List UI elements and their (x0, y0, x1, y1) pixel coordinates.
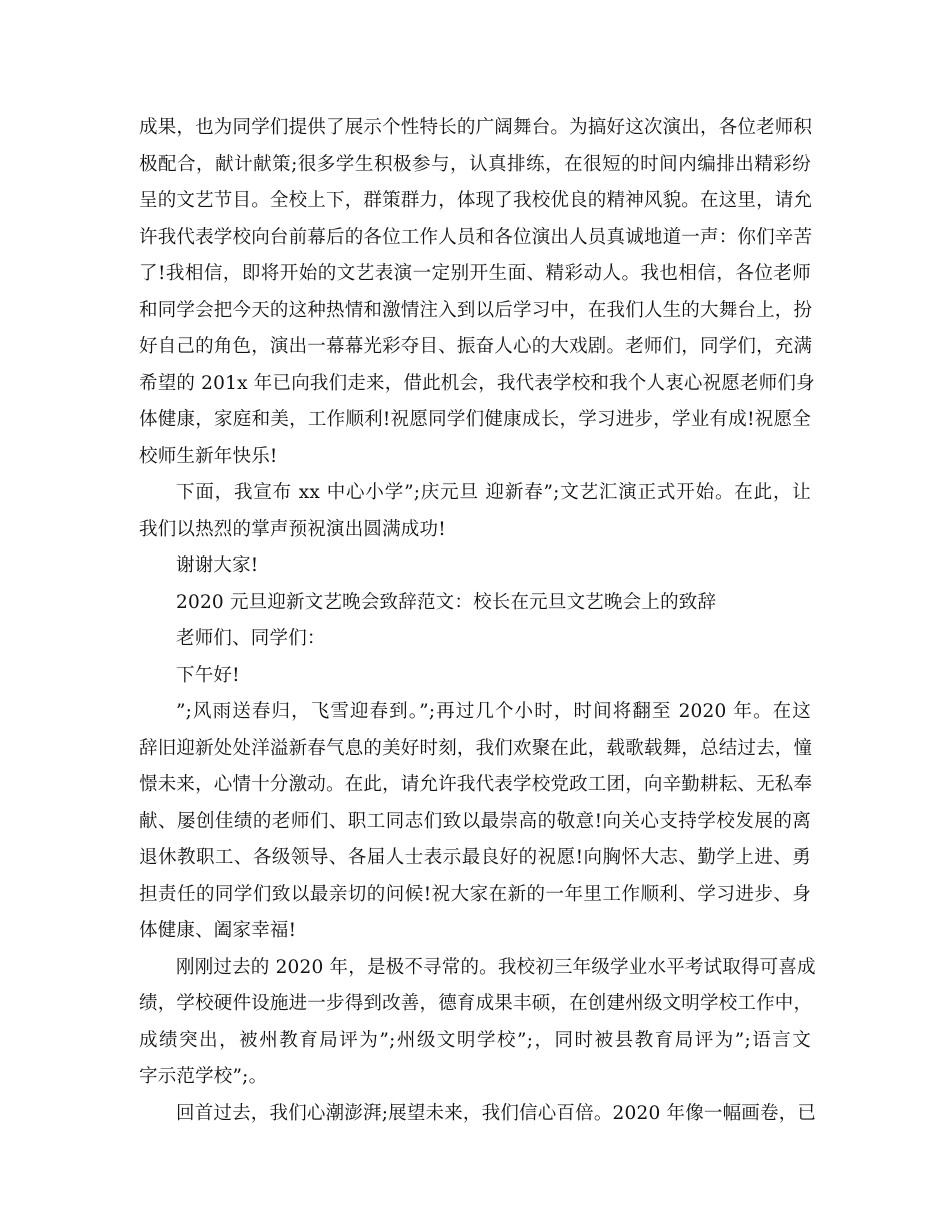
text-line: 体健康、阖家幸福! (139, 920, 297, 941)
section-heading: 2020 元旦迎新文艺晚会致辞范文：校长在元旦文艺晚会上的致辞 (176, 591, 717, 613)
text-line: 下面，我宣布 xx 中心小学”;庆元旦 迎新春”;文艺汇演正式开始。在此，让 (176, 482, 811, 503)
text-line: 极配合，献计献策;很多学生积极参与，认真排练，在很短的时间内编排出精彩纷 (139, 153, 811, 175)
text-line: 刚刚过去的 2020 年，是极不寻常的。我校初三年级学业水平考试取得可喜成 (176, 956, 816, 978)
salutation: 老师们、同学们： (176, 628, 326, 649)
text-line: 体健康，家庭和美，工作顺利!祝愿同学们健康成长，学习进步，学业有成!祝愿全 (139, 409, 811, 430)
text-line: 好自己的角色，演出一幕幕光彩夺目、振奋人心的大戏剧。老师们，同学们，充满 (139, 336, 813, 357)
text-line: 绩，学校硬件设施进一步得到改善，德育成果丰硕，在创建州级文明学校工作中， (139, 993, 813, 1014)
text-line: 呈的文艺节目。全校上下，群策群力，体现了我校优良的精神风貌。在这里，请允 (139, 190, 813, 211)
document-body (139, 110, 817, 1132)
text-line: 憬未来，心情十分激动。在此，请允许我代表学校党政工团，向辛勤耕耘、无私奉 (139, 774, 813, 795)
text-line: 谢谢大家! (176, 555, 259, 576)
text-line: 和同学会把今天的这种热情和激情注入到以后学习中，在我们人生的大舞台上，扮 (139, 299, 813, 321)
greeting: 下午好! (176, 664, 240, 686)
text-line: 回首过去，我们心潮澎湃;展望未来，我们信心百倍。2020 年像一幅画卷，已 (176, 1102, 817, 1124)
text-line: 担责任的同学们致以最亲切的问候!祝大家在新的一年里工作顺利、学习进步、身 (139, 883, 811, 905)
text-line: 许我代表学校向台前幕后的各位工作人员和各位演出人员真诚地道一声：你们辛苦 (139, 226, 813, 248)
text-line: 字示范学校”;。 (139, 1066, 268, 1087)
text-line: 退休教职工、各级领导、各届人士表示最良好的祝愿!向胸怀大志、勤学上进、勇 (139, 847, 811, 868)
text-line: 成果，也为同学们提供了展示个性特长的广阔舞台。为搞好这次演出，各位老师积 (139, 117, 813, 138)
text-line: 希望的 201x 年已向我们走来，借此机会，我代表学校和我个人衷心祝愿老师们身 (139, 372, 815, 394)
text-line: 校师生新年快乐! (139, 445, 278, 467)
text-line: 了!我相信，即将开始的文艺表演一定别开生面、精彩动人。我也相信，各位老师 (139, 263, 811, 284)
text-line: 成绩突出，被州教育局评为”;州级文明学校”;，同时被县教育局评为”;语言文 (139, 1029, 811, 1051)
text-line: 我们以热烈的掌声预祝演出圆满成功! (139, 518, 446, 540)
text-line: 辞旧迎新处处洋溢新春气息的美好时刻，我们欢聚在此，载歌载舞，总结过去，憧 (139, 737, 813, 759)
text-line: 献、屡创佳绩的老师们、职工同志们致以最崇高的敬意!向关心支持学校发展的离 (139, 810, 811, 832)
text-line: ”;风雨送春归，飞雪迎春到。”;再过几个小时，时间将翻至 2020 年。在这 (176, 701, 811, 722)
